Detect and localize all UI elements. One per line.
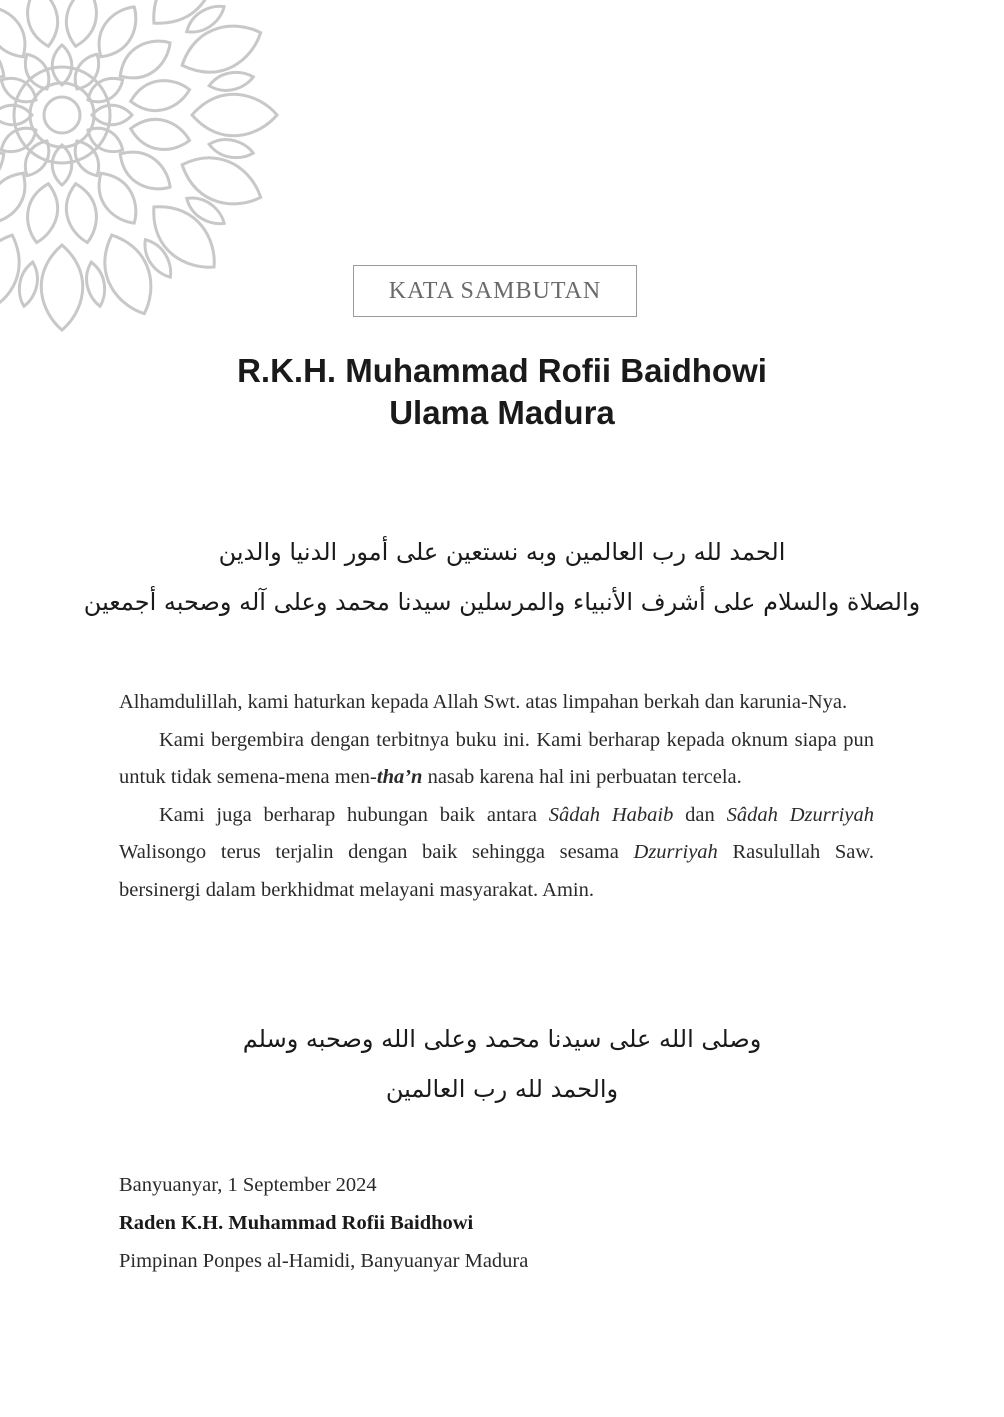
page-title xyxy=(0,350,1004,434)
section-label xyxy=(353,265,637,317)
opening-prayer xyxy=(0,527,1004,627)
signature-block xyxy=(119,1166,528,1280)
paragraph-3-text-1: Kami juga berharap hubungan baik antara xyxy=(159,803,549,826)
title-line-1: R.K.H. Muhammad Rofii Baidhowi xyxy=(237,352,767,389)
signature-name: Raden K.H. Muhammad Rofii Baidhowi xyxy=(119,1212,474,1234)
closing-prayer-line-2: والحمد لله رب العالمين xyxy=(385,1075,619,1103)
paragraph-3-text-3: Walisongo terus terjalin dengan baik sehingga sesama xyxy=(119,841,634,863)
paragraph-3-text-4: Rasulullah Saw. bersinergi dalam berkhidmat melayani masyarakat. Amin. xyxy=(119,841,874,901)
title-line-2: Ulama Madura xyxy=(389,394,615,431)
signature-place-date: Banyuanyar, 1 September 2024 xyxy=(119,1174,377,1196)
mandala-ornament-icon xyxy=(0,0,300,355)
paragraph-1: Alhamdulillah, kami haturkan kepada Allah Swt. atas limpahan berkah dan karunia-Nya. xyxy=(119,691,848,713)
closing-prayer xyxy=(0,1014,1004,1114)
paragraph-2 xyxy=(119,722,874,797)
section-label-text: KATA SAMBUTAN xyxy=(388,277,602,304)
opening-prayer-line-2: والصلاة والسلام على أشرف الأنبياء والمرسلين سيدنا محمد وعلى آله وصحبه أجمعين xyxy=(83,588,921,616)
paragraph-3-text-2: dan xyxy=(673,803,727,826)
opening-prayer-line-1: الحمد لله رب العالمين وبه نستعين على أمور الدنيا والدين xyxy=(218,538,786,566)
closing-prayer-line-1: وصلى الله على سيدنا محمد وعلى الله وصحبه وسلم xyxy=(242,1025,762,1053)
paragraph-2-term: tha’n xyxy=(376,766,423,788)
paragraph-2-text-a: Kami bergembira dengan terbitnya buku ini. Kami berharap kepada oknum siapa pun untuk tidak semena-mena men- xyxy=(119,728,874,788)
paragraph-2-text-b: nasab karena hal ini perbuatan tercela. xyxy=(422,766,742,788)
paragraph-3-italic-1: Sâdah Habaib xyxy=(548,803,674,826)
signature-position: Pimpinan Ponpes al-Hamidi, Banyuanyar Madura xyxy=(119,1250,529,1272)
body-text xyxy=(119,684,874,909)
paragraph-3-italic-2: Sâdah Dzurriyah xyxy=(726,803,874,826)
paragraph-3-italic-3: Dzurriyah xyxy=(633,841,718,863)
paragraph-3 xyxy=(119,797,874,910)
